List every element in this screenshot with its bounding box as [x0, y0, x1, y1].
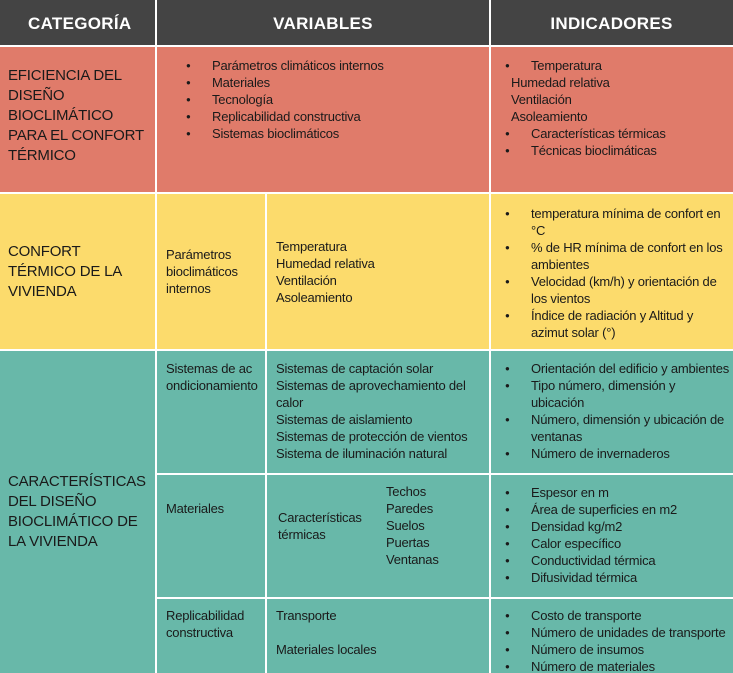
row2-indicators-list [505, 205, 725, 341]
row2-indicators-cell [490, 193, 733, 350]
list-item: Techos [386, 484, 426, 499]
list-item: ● Materiales [186, 74, 490, 91]
header-indicadores: INDICADORES [490, 0, 733, 46]
list-item: ● Temperatura [505, 57, 733, 74]
row3-sub2-subcategory-cell [156, 474, 266, 598]
row3-sub2-indicators-cell [490, 474, 733, 598]
list-item: Temperatura [276, 238, 347, 254]
row3-sub2-indicators-list [505, 484, 731, 586]
row3-sub3-variables-cell [266, 598, 490, 673]
list-item: Humedad relativa [276, 255, 375, 271]
row3-category-cell [0, 350, 156, 673]
list-item: ● Orientación del edificio y ambientes [505, 360, 731, 377]
row1-indicators-list [505, 57, 733, 74]
list-item: ● Características térmicas [505, 125, 733, 142]
list-item: Ventilación [511, 92, 572, 107]
list-item: ● Índice de radiación y Altitud y azimut solar (°) [505, 307, 725, 341]
list-item: Sistemas de aprovechamiento del calor [276, 378, 466, 410]
list-item: ● Costo de transporte [505, 607, 731, 624]
list-item: ● Espesor en m [505, 484, 731, 501]
row1-category: EFICIENCIA DEL DISEÑO BIOCLIMÁTICO PARA EL CONFORT TÉRMICO [8, 67, 144, 164]
row2-subcategory: Parámetros bioclimáticos internos [166, 247, 238, 296]
divider [0, 349, 733, 351]
list-item: Puertas [386, 535, 430, 550]
row1-indicators-cell [490, 46, 733, 193]
list-item: Humedad relativa [511, 75, 610, 90]
list-item: Paredes [386, 501, 434, 516]
list-item: ● Número de insumos [505, 641, 731, 658]
row3-sub1-subcategory: Sistemas de acondicionamiento [166, 361, 258, 393]
row2-variables-cell [266, 193, 490, 350]
list-item: ● Velocidad (km/h) y orientación de los vientos [505, 273, 725, 307]
row3-sub1-variables-cell [266, 350, 490, 474]
row3-sub2-variables-cell [266, 474, 490, 598]
divider [0, 45, 733, 47]
header-categoria: CATEGORÍA [0, 0, 156, 46]
list-item: ● Sistemas bioclimáticos [186, 125, 490, 142]
list-item: ● Calor específico [505, 535, 731, 552]
list-item: ● Número de invernaderos [505, 445, 731, 462]
divider [0, 192, 733, 194]
list-item: ● Número, dimensión y ubicación de ventanas [505, 411, 731, 445]
row3-sub2-variable: Características térmicas [278, 510, 362, 542]
row1-indicators-plain [505, 74, 733, 125]
divider [489, 0, 491, 673]
list-item: ● Parámetros climáticos internos [186, 57, 490, 74]
list-item: Ventilación [276, 272, 337, 288]
row3-sub1-indicators-list [505, 360, 731, 462]
list-item: ● temperatura mínima de confort en °C [505, 205, 725, 239]
row2-category: CONFORT TÉRMICO DE LA VIVIENDA [8, 242, 122, 300]
list-item: ● Tecnología [186, 91, 490, 108]
row1-category-cell [0, 46, 156, 193]
list-item: ● Replicabilidad constructiva [186, 108, 490, 125]
row3-sub3-indicators-cell [490, 598, 733, 673]
row3-sub3-subcategory-cell [156, 598, 266, 673]
list-item: Sistemas de protección de vientos [276, 429, 468, 444]
row2-category-cell [0, 193, 156, 350]
list-item: ● Técnicas bioclimáticas [505, 142, 733, 159]
divider [265, 193, 267, 673]
list-item: Sistemas de captación solar [276, 361, 434, 376]
row1-variables-list [186, 57, 490, 142]
row3-sub3-subcategory: Replicabilidad constructiva [166, 608, 245, 640]
list-item: Suelos [386, 518, 425, 533]
list-item: ● Tipo número, dimensión y ubicación [505, 377, 731, 411]
list-item: Materiales locales [276, 642, 377, 657]
row3-sub2-subcategory: Materiales [166, 501, 224, 516]
list-item: ● % de HR mínima de confort en los ambientes [505, 239, 725, 273]
list-item: ● Número de unidades de transporte [505, 624, 731, 641]
list-item: ● Densidad kg/m2 [505, 518, 731, 535]
list-item: Asoleamiento [511, 109, 588, 124]
list-item: ● Número de materiales [505, 658, 731, 673]
list-item: Sistema de iluminación natural [276, 446, 448, 461]
row2-subcategory-cell [156, 193, 266, 350]
divider [156, 597, 733, 599]
row1-indicators-list-2 [505, 125, 733, 159]
row1-variables-cell [156, 46, 490, 193]
list-item: Sistemas de aislamiento [276, 412, 413, 427]
row3-sub1-subcategory-cell [156, 350, 266, 474]
row3-sub1-indicators-cell [490, 350, 733, 474]
divider [155, 0, 157, 673]
list-item: Asoleamiento [276, 289, 353, 305]
list-item: Transporte [276, 608, 337, 623]
list-item: ● Área de superficies en m2 [505, 501, 731, 518]
list-item: Ventanas [386, 552, 439, 567]
row3-sub2-elements [386, 483, 439, 568]
row3-sub3-indicators-list [505, 607, 731, 673]
header-variables: VARIABLES [156, 0, 490, 46]
list-item: ● Difusividad térmica [505, 569, 731, 586]
list-item: ● Conductividad térmica [505, 552, 731, 569]
row3-category: CARACTERÍSTICAS DEL DISEÑO BIOCLIMÁTICO DE LA VIVIENDA [8, 472, 146, 550]
divider [156, 473, 733, 475]
